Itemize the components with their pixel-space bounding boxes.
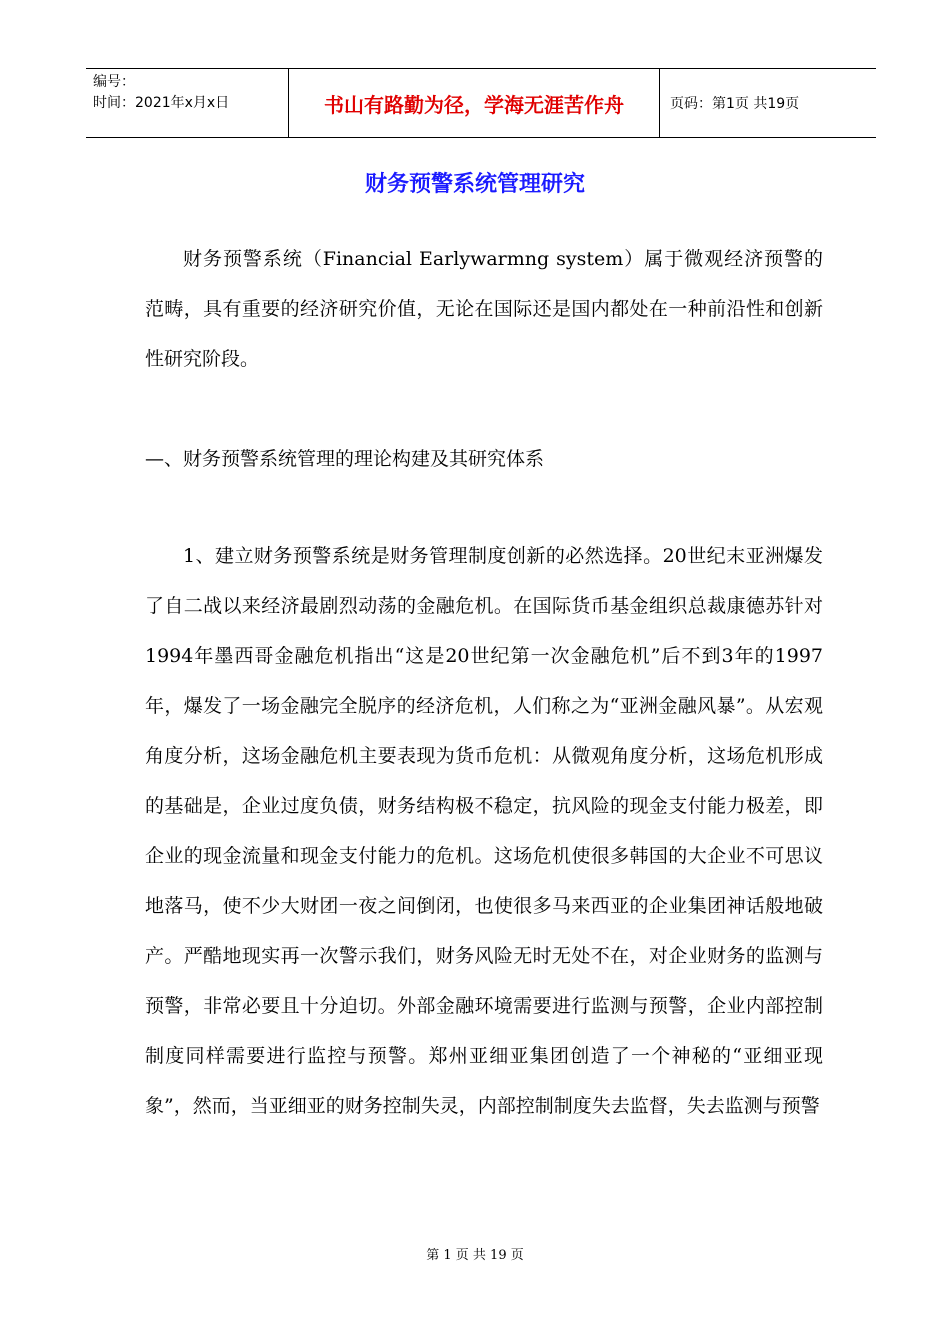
time-label: 时间：2021年x月x日 <box>93 95 230 111</box>
intro-paragraph: 财务预警系统（Financial Earlywarmng system）属于微观经济预警的范畴，具有重要的经济研究价值，无论在国际还是国内都处在一种前沿性和创新性研究阶段。 <box>145 248 823 370</box>
document-title: 财务预警系统管理研究 <box>364 172 585 197</box>
page-footer: 第 1 页 共 19 页 <box>426 1248 524 1263</box>
header-page-info: 页码：第1页 共19页 <box>670 96 800 112</box>
number-label: 编号： <box>93 74 135 90</box>
header-motto: 书山有路勤为径，学海无涯苦作舟 <box>288 69 660 137</box>
header-meta <box>86 69 288 137</box>
body-paragraph: 1、建立财务预警系统是财务管理制度创新的必然选择。20世纪末亚洲爆发了自二战以来经济最剧烈动荡的金融危机。在国际货币基金组织总裁康德苏针对1994年墨西哥金融危机指出“这是20世纪第一次金融危机”后不到3年的1997年，爆发了一场金融完全脱序的经济危机，人们称之为“亚洲金融风暴”。从宏观角度分析，这场金融危机主要表现为货币危机：从微观角度分析，这场危机形成的基础是，企业过度负债，财务结构极不稳定，抗风险的现金支付能力极差，即企业的现金流量和现金支付能力的危机。这场危机使很多韩国的大企业不可思议地落马，使不少大财团一夜之间倒闭，也使很多马来西亚的企业集团神话般地破产。严酷地现实再一次警示我们，财务风险无时无处不在，对企业财务的监测与预警，非常必要且十分迫切。外部金融环境需要进行监测与预警，企业内部控制制度同样需要进行监控与预警。郑州亚细亚集团创造了一个神秘的“亚细亚现象”，然而，当亚细亚的财务控制失灵，内部控制制度失去监督，失去监测与预警 <box>145 545 823 1117</box>
page-header <box>86 68 876 138</box>
section-heading: —、财务预警系统管理的理论构建及其研究体系 <box>145 448 545 470</box>
